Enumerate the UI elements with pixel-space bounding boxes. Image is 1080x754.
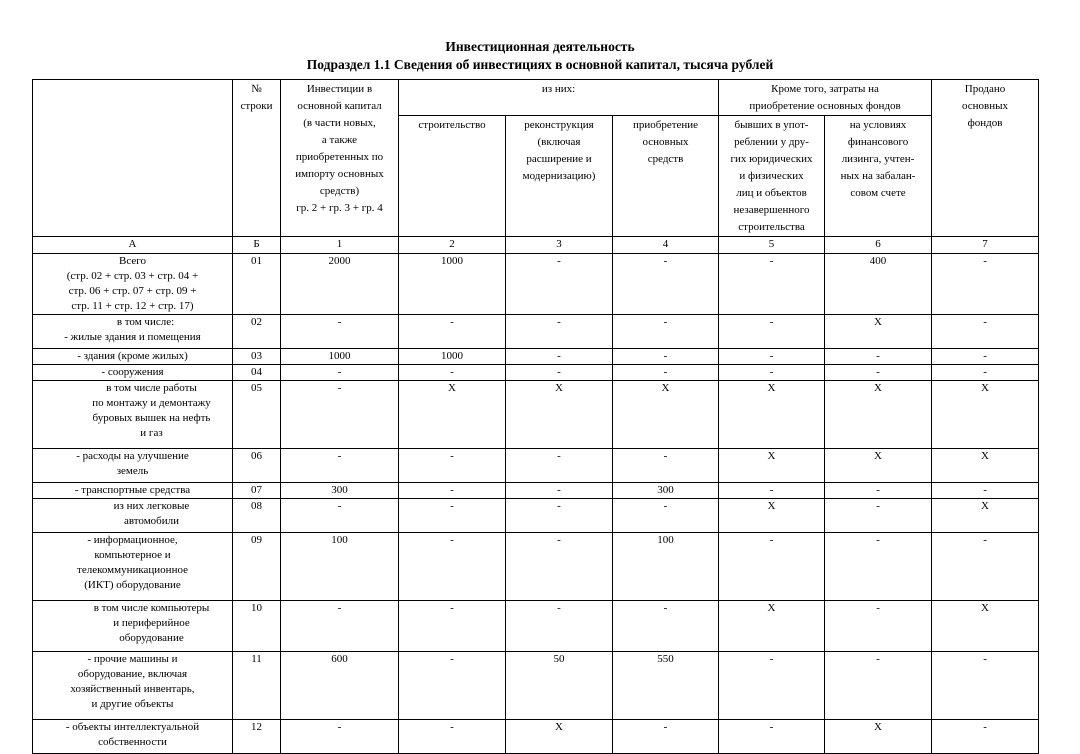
column-letter: 6 [825,237,932,254]
value-cell: 600 [281,652,399,720]
value-cell: - [613,720,719,754]
table-row [33,349,1039,365]
table-row [33,499,1039,533]
value-cell: - [281,381,399,449]
value-cell: - [719,533,825,601]
row-code: 04 [233,365,281,381]
row-label: - расходы на улучшение земель [33,449,233,483]
value-cell: - [281,601,399,652]
value-cell: X [506,720,613,754]
row-code: 06 [233,449,281,483]
row-code: 12 [233,720,281,754]
value-cell: - [932,652,1039,720]
value-cell: - [932,720,1039,754]
header-construction: строительство [399,116,506,237]
value-cell: - [825,499,932,533]
value-cell: X [932,601,1039,652]
value-cell: 300 [613,483,719,499]
row-code: 03 [233,349,281,365]
header-of-them: из них: [399,80,719,116]
value-cell: - [506,499,613,533]
row-code: 05 [233,381,281,449]
row-code: 10 [233,601,281,652]
table-row [33,449,1039,483]
value-cell: X [825,720,932,754]
value-cell: 1000 [399,254,506,315]
value-cell: - [281,449,399,483]
value-cell: X [719,601,825,652]
row-code: 09 [233,533,281,601]
value-cell: - [506,315,613,349]
header-investments: Инвестиции в основной капитал (в части новых, а также приобретенных по импорту основных средств) гр. 2 + гр. 3 + гр. 4 [281,80,399,237]
value-cell: - [506,601,613,652]
investment-table [32,79,1039,754]
row-label: - объекты интеллектуальной собственности [33,720,233,754]
value-cell: - [281,315,399,349]
column-letter: А [33,237,233,254]
value-cell: - [506,254,613,315]
table-row [33,652,1039,720]
table-row [33,720,1039,754]
value-cell: - [399,365,506,381]
value-cell: - [613,499,719,533]
value-cell: - [825,533,932,601]
value-cell: - [932,483,1039,499]
column-letter: 2 [399,237,506,254]
value-cell: - [281,365,399,381]
value-cell: - [506,533,613,601]
header-row-number: № строки [233,80,281,237]
value-cell: - [719,315,825,349]
row-label: - здания (кроме жилых) [33,349,233,365]
value-cell: X [825,315,932,349]
column-letter: 1 [281,237,399,254]
row-label: - сооружения [33,365,233,381]
table-row [33,533,1039,601]
column-letters-row [33,237,1039,254]
value-cell: X [825,449,932,483]
value-cell: - [719,365,825,381]
value-cell: - [613,601,719,652]
value-cell: X [932,449,1039,483]
value-cell: 550 [613,652,719,720]
value-cell: X [932,499,1039,533]
value-cell: - [932,254,1039,315]
value-cell: - [399,601,506,652]
row-code: 08 [233,499,281,533]
value-cell: X [932,381,1039,449]
value-cell: - [825,483,932,499]
value-cell: - [399,720,506,754]
value-cell: 100 [613,533,719,601]
header-row-1 [33,80,1039,116]
value-cell: - [399,533,506,601]
value-cell: X [719,499,825,533]
row-label: - информационное, компьютерное и телекоммуникационное (ИКТ) оборудование [33,533,233,601]
value-cell: - [932,315,1039,349]
value-cell: - [613,449,719,483]
row-label: Всего (стр. 02 + стр. 03 + стр. 04 + стр. 06 + стр. 07 + стр. 09 + стр. 11 + стр. 12 + стр. 17) [33,254,233,315]
column-letter: 3 [506,237,613,254]
table-row [33,365,1039,381]
column-letter: 5 [719,237,825,254]
value-cell: - [719,720,825,754]
value-cell: 300 [281,483,399,499]
value-cell: X [719,449,825,483]
value-cell: 50 [506,652,613,720]
value-cell: X [613,381,719,449]
row-label: - прочие машины и оборудование, включая хозяйственный инвентарь, и другие объекты [33,652,233,720]
value-cell: - [399,315,506,349]
row-label: в том числе: - жилые здания и помещения [33,315,233,349]
table-row [33,381,1039,449]
value-cell: - [506,349,613,365]
row-code: 11 [233,652,281,720]
header-empty-cell [33,80,233,237]
value-cell: - [825,652,932,720]
row-code: 01 [233,254,281,315]
form-subtitle: Подраздел 1.1 Сведения об инвестициях в основной капитал, тысяча рублей [306,57,774,72]
row-label: из них легковые автомобили [33,499,233,533]
header-acquisition: приобретение основных средств [613,116,719,237]
table-row [33,483,1039,499]
value-cell: 1000 [281,349,399,365]
value-cell: - [613,315,719,349]
value-cell: - [613,254,719,315]
header-reconstruction: реконструкция (включая расширение и модернизацию) [506,116,613,237]
row-code: 07 [233,483,281,499]
value-cell: X [825,381,932,449]
value-cell: 1000 [399,349,506,365]
form-title: Инвестиционная деятельность [445,39,635,54]
value-cell: - [719,254,825,315]
value-cell: - [932,349,1039,365]
value-cell: X [719,381,825,449]
value-cell: - [932,365,1039,381]
value-cell: X [399,381,506,449]
header-besides: Кроме того, затраты на приобретение основных фондов [719,80,932,116]
table-row [33,601,1039,652]
column-letter: 4 [613,237,719,254]
row-label: - транспортные средства [33,483,233,499]
value-cell: - [719,483,825,499]
value-cell: - [506,483,613,499]
value-cell: - [825,365,932,381]
row-label: в том числе работы по монтажу и демонтажу буровых вышек на нефть и газ [33,381,233,449]
value-cell: - [719,652,825,720]
value-cell: - [719,349,825,365]
table-row [33,315,1039,349]
value-cell: - [825,601,932,652]
value-cell: - [399,483,506,499]
value-cell: X [506,381,613,449]
value-cell: - [825,349,932,365]
value-cell: - [399,652,506,720]
row-label: в том числе компьютеры и периферийное оборудование [33,601,233,652]
value-cell: - [613,365,719,381]
header-leasing: на условиях финансового лизинга, учтен- ных на забалан- совом счете [825,116,932,237]
value-cell: - [506,449,613,483]
value-cell: 100 [281,533,399,601]
value-cell: - [932,533,1039,601]
value-cell: - [399,499,506,533]
value-cell: - [506,365,613,381]
value-cell: - [613,349,719,365]
header-sold: Продано основных фондов [932,80,1039,237]
column-letter: Б [233,237,281,254]
value-cell: - [281,720,399,754]
value-cell: - [399,449,506,483]
value-cell: - [281,499,399,533]
column-letter: 7 [932,237,1039,254]
header-used-assets: бывших в упот- реблении у дру- гих юридических и физических лиц и объектов незавершенного строительства [719,116,825,237]
row-code: 02 [233,315,281,349]
table-row [33,254,1039,315]
value-cell: 400 [825,254,932,315]
value-cell: 2000 [281,254,399,315]
